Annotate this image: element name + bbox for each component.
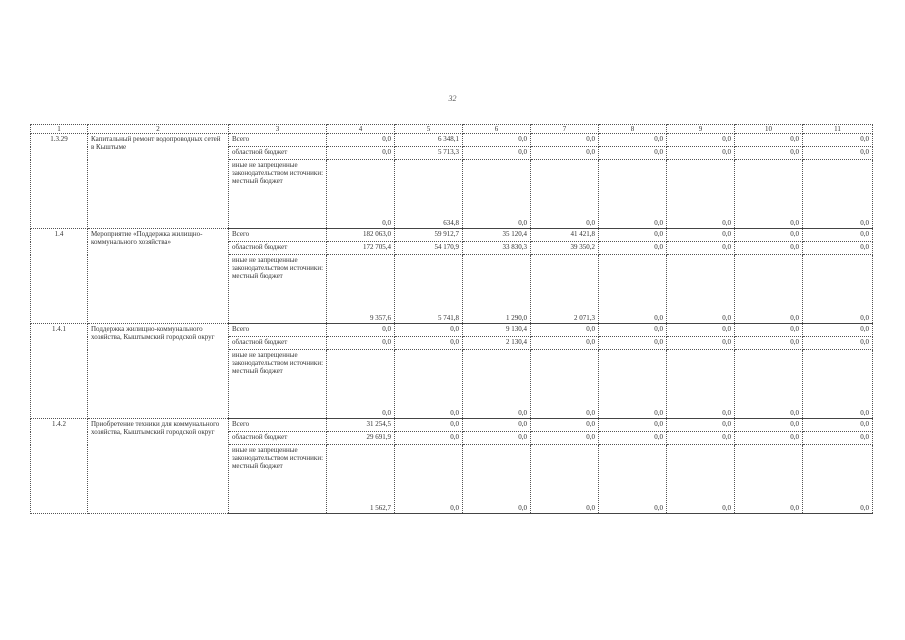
amount-cell: 5 741,8 (395, 255, 463, 324)
amount-cell: 0,0 (803, 160, 873, 229)
funding-source-label: местный бюджет (232, 272, 283, 280)
amount-cell: 0,0 (599, 350, 667, 419)
amount-cell: 0,0 (667, 147, 735, 160)
amount-cell: 0,0 (599, 147, 667, 160)
column-header: 8 (599, 125, 667, 134)
funding-source: Всего (229, 419, 327, 432)
funding-source-label: местный бюджет (232, 367, 283, 375)
funding-source (229, 350, 327, 419)
amount-cell: 172 705,4 (327, 242, 395, 255)
amount-cell: 0,0 (735, 242, 803, 255)
amount-cell: 0,0 (327, 147, 395, 160)
funding-source: областной бюджет (229, 147, 327, 160)
amount-cell: 0,0 (327, 337, 395, 350)
column-header: 1 (31, 125, 88, 134)
amount-cell: 9 357,6 (327, 255, 395, 324)
amount-cell: 0,0 (327, 160, 395, 229)
funding-source-note: иные не запрещенные законодательством источники: (232, 256, 324, 272)
amount-cell: 0,0 (667, 324, 735, 337)
column-header: 11 (803, 125, 873, 134)
amount-cell: 0,0 (395, 432, 463, 445)
amount-cell: 0,0 (667, 242, 735, 255)
amount-cell: 0,0 (599, 242, 667, 255)
item-name: Капитальный ремонт водопроводных сетей в Кыштыме (88, 134, 229, 229)
amount-cell: 1 290,0 (463, 255, 531, 324)
amount-cell: 0,0 (531, 432, 599, 445)
column-header: 7 (531, 125, 599, 134)
funding-source: Всего (229, 229, 327, 242)
amount-cell: 0,0 (463, 350, 531, 419)
amount-cell: 0,0 (327, 350, 395, 419)
amount-cell: 0,0 (531, 337, 599, 350)
amount-cell: 5 713,3 (395, 147, 463, 160)
total-row (31, 229, 873, 242)
funding-source-note: иные не запрещенные законодательством источники: (232, 161, 324, 177)
amount-cell: 0,0 (667, 432, 735, 445)
amount-cell: 0,0 (803, 419, 873, 432)
amount-cell: 0,0 (735, 445, 803, 514)
table-body (31, 134, 873, 514)
funding-source-label: местный бюджет (232, 462, 283, 470)
amount-cell: 0,0 (667, 445, 735, 514)
column-header: 2 (88, 125, 229, 134)
item-name: Мероприятие «Поддержка жилищно-коммунального хозяйства» (88, 229, 229, 324)
amount-cell: 0,0 (463, 419, 531, 432)
amount-cell: 0,0 (735, 324, 803, 337)
amount-cell: 0,0 (531, 350, 599, 419)
funding-source: областной бюджет (229, 432, 327, 445)
funding-source-note: иные не запрещенные законодательством источники: (232, 446, 324, 462)
amount-cell: 0,0 (463, 134, 531, 147)
funding-source: Всего (229, 134, 327, 147)
funding-source: Всего (229, 324, 327, 337)
column-number-row (31, 125, 873, 134)
budget-table (30, 124, 873, 514)
funding-source (229, 445, 327, 514)
amount-cell: 0,0 (667, 255, 735, 324)
amount-cell: 33 830,3 (463, 242, 531, 255)
amount-cell: 0,0 (667, 229, 735, 242)
funding-source (229, 255, 327, 324)
amount-cell: 0,0 (735, 160, 803, 229)
item-code: 1.3.29 (31, 134, 88, 229)
column-header: 5 (395, 125, 463, 134)
amount-cell: 0,0 (735, 432, 803, 445)
item-code: 1.4 (31, 229, 88, 324)
amount-cell: 0,0 (667, 337, 735, 350)
total-row (31, 134, 873, 147)
amount-cell: 2 130,4 (463, 337, 531, 350)
funding-source (229, 160, 327, 229)
total-row (31, 419, 873, 432)
amount-cell: 0,0 (735, 147, 803, 160)
amount-cell: 0,0 (463, 445, 531, 514)
amount-cell: 0,0 (531, 147, 599, 160)
amount-cell: 31 254,5 (327, 419, 395, 432)
amount-cell: 0,0 (463, 432, 531, 445)
amount-cell: 0,0 (395, 445, 463, 514)
column-header: 6 (463, 125, 531, 134)
amount-cell: 0,0 (395, 337, 463, 350)
amount-cell: 0,0 (735, 134, 803, 147)
amount-cell: 0,0 (735, 419, 803, 432)
amount-cell: 0,0 (803, 147, 873, 160)
amount-cell: 0,0 (803, 337, 873, 350)
amount-cell: 0,0 (327, 134, 395, 147)
amount-cell: 0,0 (599, 432, 667, 445)
amount-cell: 0,0 (599, 445, 667, 514)
amount-cell: 0,0 (803, 229, 873, 242)
amount-cell: 0,0 (327, 324, 395, 337)
amount-cell: 41 421,8 (531, 229, 599, 242)
amount-cell: 0,0 (803, 432, 873, 445)
amount-cell: 0,0 (667, 160, 735, 229)
funding-source-label: местный бюджет (232, 177, 283, 185)
amount-cell: 0,0 (463, 147, 531, 160)
amount-cell: 0,0 (531, 445, 599, 514)
amount-cell: 0,0 (395, 324, 463, 337)
amount-cell: 0,0 (803, 134, 873, 147)
amount-cell: 182 063,0 (327, 229, 395, 242)
amount-cell: 0,0 (803, 324, 873, 337)
amount-cell: 35 120,4 (463, 229, 531, 242)
amount-cell: 0,0 (803, 350, 873, 419)
amount-cell: 0,0 (735, 350, 803, 419)
amount-cell: 0,0 (531, 324, 599, 337)
amount-cell: 0,0 (531, 160, 599, 229)
amount-cell: 6 348,1 (395, 134, 463, 147)
funding-source-note: иные не запрещенные законодательством источники: (232, 351, 324, 367)
amount-cell: 0,0 (667, 419, 735, 432)
amount-cell: 634,8 (395, 160, 463, 229)
amount-cell: 0,0 (735, 229, 803, 242)
amount-cell: 0,0 (395, 350, 463, 419)
amount-cell: 0,0 (463, 160, 531, 229)
amount-cell: 0,0 (599, 134, 667, 147)
amount-cell: 0,0 (599, 160, 667, 229)
amount-cell: 0,0 (803, 445, 873, 514)
amount-cell: 1 562,7 (327, 445, 395, 514)
amount-cell: 0,0 (531, 134, 599, 147)
amount-cell: 39 350,2 (531, 242, 599, 255)
amount-cell: 29 691,9 (327, 432, 395, 445)
item-code: 1.4.1 (31, 324, 88, 419)
amount-cell: 0,0 (803, 242, 873, 255)
item-name: Поддержка жилищно-коммунального хозяйства, Кыштымский городской округ (88, 324, 229, 419)
item-name: Приобретение техники для коммунального хозяйства, Кыштымский городской округ (88, 419, 229, 514)
amount-cell: 0,0 (599, 229, 667, 242)
amount-cell: 0,0 (667, 134, 735, 147)
amount-cell: 0,0 (667, 350, 735, 419)
amount-cell: 0,0 (599, 337, 667, 350)
amount-cell: 0,0 (735, 337, 803, 350)
page-number: 32 (448, 94, 457, 103)
amount-cell: 59 912,7 (395, 229, 463, 242)
funding-source: областной бюджет (229, 337, 327, 350)
amount-cell: 0,0 (803, 255, 873, 324)
column-header: 10 (735, 125, 803, 134)
amount-cell: 9 130,4 (463, 324, 531, 337)
amount-cell: 2 071,3 (531, 255, 599, 324)
item-code: 1.4.2 (31, 419, 88, 514)
amount-cell: 0,0 (531, 419, 599, 432)
amount-cell: 0,0 (735, 255, 803, 324)
amount-cell: 0,0 (599, 419, 667, 432)
column-header: 4 (327, 125, 395, 134)
column-header: 3 (229, 125, 327, 134)
amount-cell: 0,0 (599, 324, 667, 337)
amount-cell: 0,0 (599, 255, 667, 324)
column-header: 9 (667, 125, 735, 134)
amount-cell: 0,0 (395, 419, 463, 432)
amount-cell: 54 170,9 (395, 242, 463, 255)
total-row (31, 324, 873, 337)
funding-source: областной бюджет (229, 242, 327, 255)
